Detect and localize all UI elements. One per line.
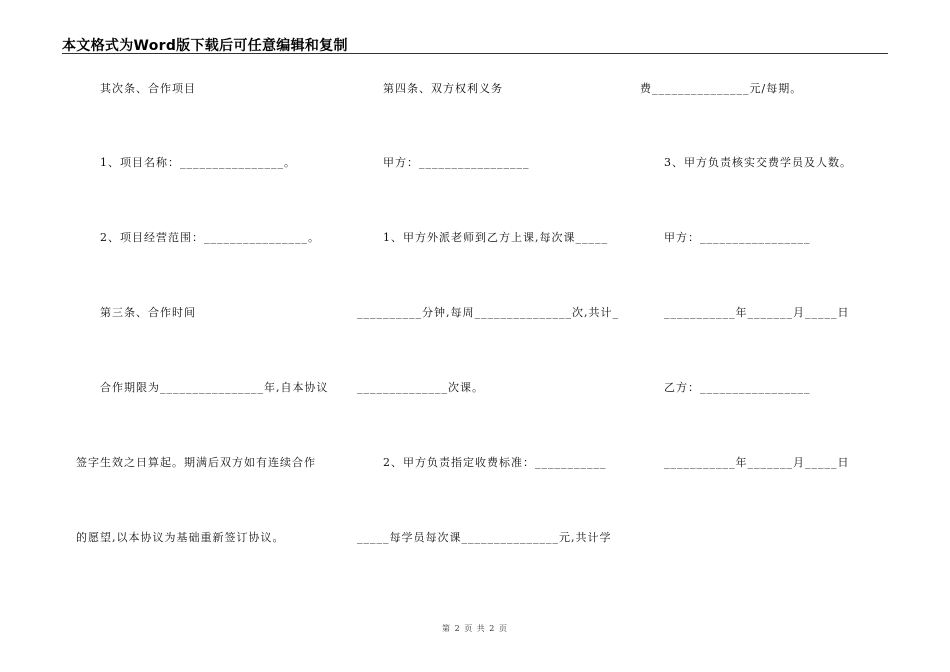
col1-line-5: 合作期限为________________年,自本协议	[100, 381, 329, 394]
col2-line-5: ______________次课。	[357, 381, 484, 394]
col3-line-4: ___________年_______月_____日	[664, 306, 850, 319]
col3-line-2: 3、甲方负责核实交费学员及人数。	[664, 156, 852, 169]
col2-line-3: 1、甲方外派老师到乙方上课,每次课_____	[383, 231, 608, 244]
col1-line-3: 2、项目经营范围：________________。	[100, 231, 320, 244]
col2-line-6: 2、甲方负责指定收费标准：___________	[383, 456, 607, 469]
col1-line-2: 1、项目名称：________________。	[100, 156, 296, 169]
col2-line-7: _____每学员每次课_______________元,共计学	[357, 531, 612, 544]
col3-line-3: 甲方：_________________	[664, 231, 811, 244]
col1-line-1: 其次条、合作项目	[100, 82, 196, 95]
page-header-title: 本文格式为Word版下载后可任意编辑和复制	[62, 38, 348, 54]
col1-line-6: 签字生效之日算起。期满后双方如有连续合作	[76, 456, 316, 469]
col2-line-2: 甲方：_________________	[383, 156, 530, 169]
col2-line-1: 第四条、双方权利义务	[383, 82, 503, 95]
col3-line-5: 乙方：_________________	[664, 381, 811, 394]
col3-line-6: ___________年_______月_____日	[664, 456, 850, 469]
header-divider	[62, 53, 888, 54]
col2-line-4: __________分钟,每周_______________次,共计_	[357, 306, 619, 319]
col1-line-4: 第三条、合作时间	[100, 306, 196, 319]
col3-line-1: 费_______________元/每期。	[640, 82, 803, 95]
page-footer-page-info: 第 2 页 共 2 页	[442, 624, 508, 633]
col1-line-7: 的愿望,以本协议为基础重新签订协议。	[76, 531, 285, 544]
